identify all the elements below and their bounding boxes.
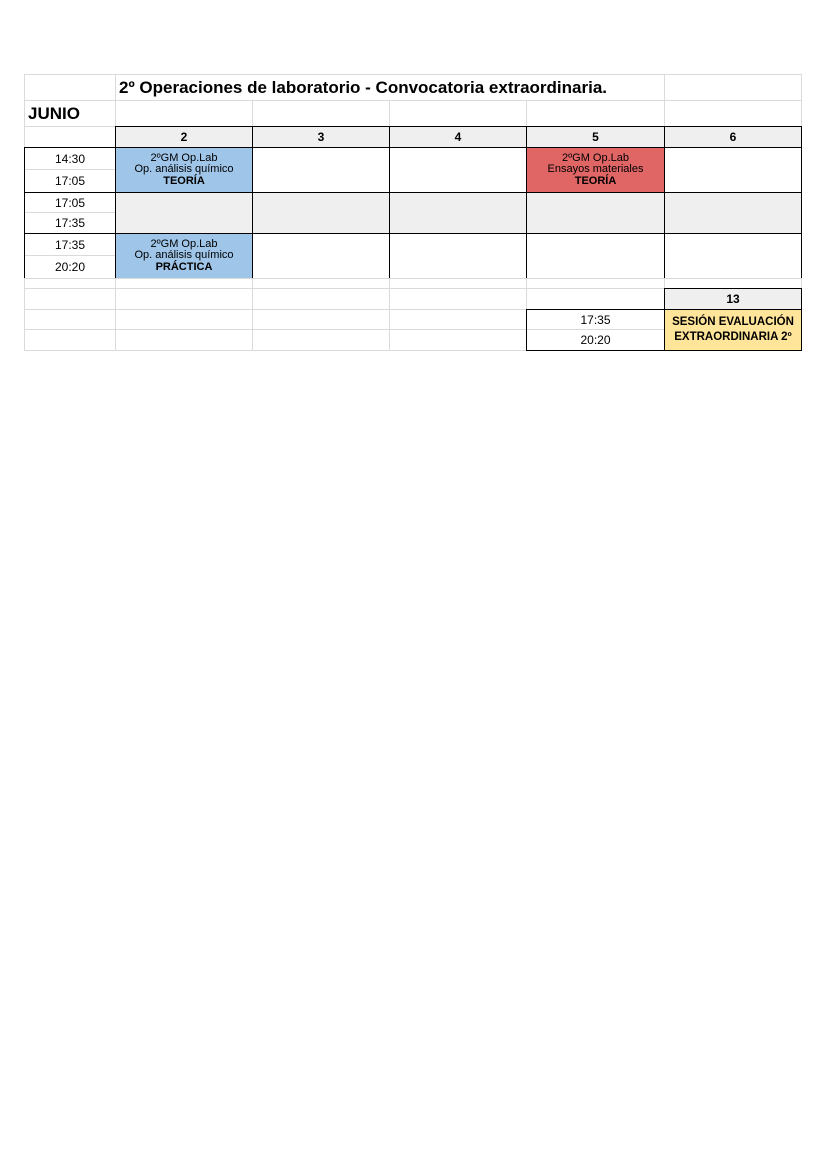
empty-slot	[252, 233, 390, 279]
event-type: TEORÍA	[163, 174, 205, 187]
cell	[24, 329, 116, 351]
event-evaluation-session[interactable]	[664, 309, 802, 351]
event-d2-practica[interactable]	[115, 233, 253, 279]
time-start: 14:30	[25, 148, 115, 170]
day-header: 6	[664, 126, 802, 148]
empty-slot	[389, 147, 527, 193]
day-header: 2	[115, 126, 253, 148]
cell	[24, 288, 116, 310]
event-line: EXTRAORDINARIA 2º	[674, 331, 792, 343]
break-slot	[115, 192, 253, 234]
day-header: 3	[252, 126, 390, 148]
day-header-13: 13	[664, 288, 802, 310]
event-line: SESIÓN EVALUACIÓN	[672, 316, 794, 328]
event-subject: Op. análisis químico	[134, 163, 234, 176]
time-end: 17:05	[54, 174, 86, 188]
empty-slot	[664, 147, 802, 193]
event-subject: Ensayos materiales	[547, 163, 644, 176]
cell	[389, 288, 527, 310]
empty-slot	[252, 147, 390, 193]
empty-slot	[389, 233, 527, 279]
cell	[664, 100, 802, 127]
cell	[252, 100, 390, 127]
cell	[252, 329, 390, 351]
break-slot	[389, 192, 527, 234]
empty-slot	[526, 233, 665, 279]
time-end: 20:20	[54, 260, 86, 274]
empty-slot	[664, 233, 802, 279]
cell	[389, 329, 527, 351]
event-subject: Op. análisis químico	[134, 249, 234, 262]
cell	[526, 288, 665, 310]
day-header: 4	[389, 126, 527, 148]
break-slot	[252, 192, 390, 234]
time-start: 17:35	[25, 234, 115, 256]
time-start: 17:05	[25, 193, 115, 213]
cell	[24, 74, 116, 101]
break-slot	[526, 192, 665, 234]
cell	[115, 288, 253, 310]
event-type: PRÁCTICA	[155, 260, 213, 273]
cell	[115, 100, 253, 127]
break-slot	[664, 192, 802, 234]
cell	[526, 100, 665, 127]
time-start: 17:35	[527, 310, 664, 330]
time-end: 17:35	[54, 216, 86, 230]
cell	[24, 126, 116, 148]
cell	[252, 288, 390, 310]
event-group: 2ºGM Op.Lab	[150, 237, 218, 250]
cell	[115, 309, 253, 330]
event-type: TEORÍA	[574, 174, 617, 187]
event-group: 2ºGM Op.Lab	[562, 151, 629, 164]
event-d2-teoria[interactable]	[115, 147, 253, 193]
cell	[252, 309, 390, 330]
time-end: 20:20	[580, 333, 611, 347]
event-group: 2ºGM Op.Lab	[150, 151, 218, 164]
cell	[24, 309, 116, 330]
month-label: JUNIO	[24, 100, 116, 127]
cell	[115, 329, 253, 351]
day-header: 5	[526, 126, 665, 148]
cell	[664, 74, 802, 101]
cell	[389, 309, 527, 330]
event-d5-teoria[interactable]	[526, 147, 665, 193]
page-title: 2º Operaciones de laboratorio - Convocatoria extraordinaria.	[115, 74, 665, 101]
cell	[389, 100, 527, 127]
